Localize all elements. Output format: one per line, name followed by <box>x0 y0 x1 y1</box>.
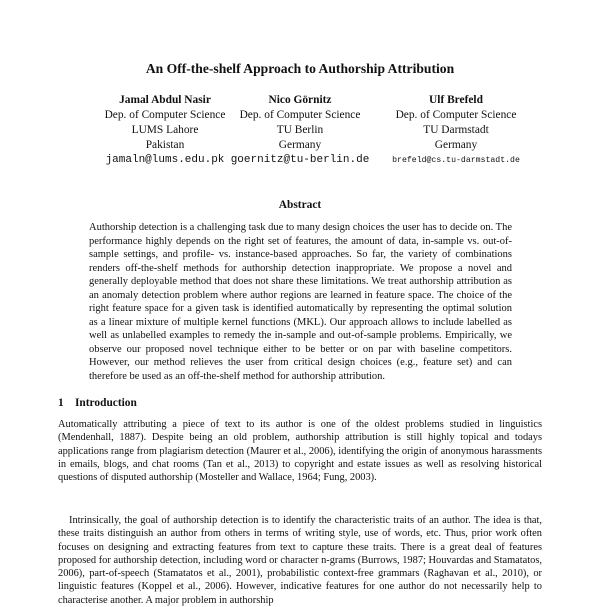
author-country: Pakistan <box>145 139 185 151</box>
author-institution: LUMS Lahore <box>131 124 199 136</box>
section-heading <box>58 396 137 411</box>
author-email: brefeld@cs.tu-darmstadt.de <box>392 156 520 165</box>
author-name: Jamal Abdul Nasir <box>119 94 211 106</box>
author-institution: TU Berlin <box>276 124 324 136</box>
author-department: Dep. of Computer Science <box>395 109 517 121</box>
author-email: jamaln@lums.edu.pk <box>105 154 225 166</box>
author-email: goernitz@tu-berlin.de <box>230 154 370 166</box>
author-block <box>371 93 541 168</box>
author-name: Ulf Brefeld <box>429 94 483 106</box>
body-paragraph: Intrinsically, the goal of authorship detection is to identify the characteristic traits of an author. The idea is that, these traits distinguish an author from others in terms of writing style, use of words, etc. Thus, prior work often focuses on designing and extracting features from text to capture these traits. There is a great deal of features proposed for authorship detection, including word or character n-grams (Burrows, 1987; Houvardas and Stamatatos, 2006), part-of-speech (Stamatatos et al., 2001), probabilistic context-free grammars (Raghavan et al., 2010), or linguistic features (Koppel et al., 2006). However, indicative features for one author do not necessarily help to characterise another. A major problem in authorship <box>58 515 542 606</box>
abstract-heading: Abstract <box>278 199 322 211</box>
author-block <box>215 93 385 168</box>
author-country: Germany <box>278 139 322 151</box>
author-name: Nico Görnitz <box>268 94 332 106</box>
abstract-text: Authorship detection is a challenging task due to many design choices the user has to decide on. The performance highly depends on the right set of features, the amount of data, in-sample vs. out-of-sample settings, and profile- vs. instance-based approaches. So far, the variety of combinations renders off-the-shelf methods for authorship detection inappropriate. We propose a novel and generally deployable method that does not share these limitations. We treat authorship attribution as an anomaly detection problem where author regions are learned in feature space. The choice of the right feature space for a given task is identified automatically by representing the optimal solution as a linear mixture of multiple kernel functions (MKL). Our approach allows to include labelled as well as unlabelled examples to remedy the in-sample and out-of-sample problems. Empirically, we observe our proposed novel technique either to be better or on par with baseline competitors. However, our method relieves the user from critical design choices (e.g., feature set) and can therefore be used as an off-the-shelf method for authorship attribution. <box>89 222 512 382</box>
paper-title: An Off-the-shelf Approach to Authorship Attribution <box>145 61 455 76</box>
body-paragraph: Automatically attributing a piece of text to its author is one of the oldest problems studied in linguistics (Mendenhall, 1887). Despite being an old problem, authorship attribution is still highly topical and todays applications range from plagiarism detection (Maurer et al., 2006), identifying the origin of anonymous harassments in emails, blogs, and chat rooms (Tan et al., 2013) to copyright and estate issues as well as resolving historical questions of disputed authorship (Mosteller and Wallace, 1964; Fung, 2003). <box>58 419 542 484</box>
author-country: Germany <box>434 139 478 151</box>
section-title: Introduction <box>75 397 137 409</box>
author-institution: TU Darmstadt <box>423 124 489 136</box>
author-department: Dep. of Computer Science <box>104 109 226 121</box>
section-number: 1 <box>58 397 64 409</box>
author-department: Dep. of Computer Science <box>239 109 361 121</box>
